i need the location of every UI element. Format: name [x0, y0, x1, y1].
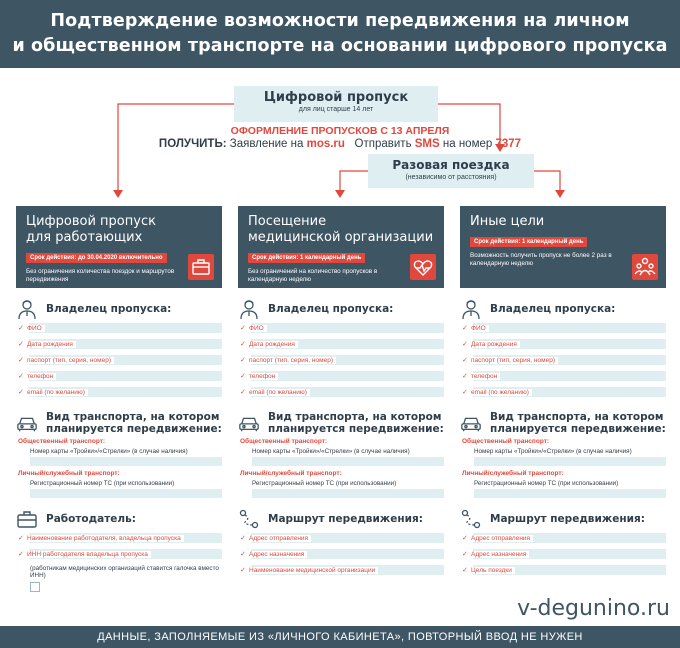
field-label: Адрес отправления	[471, 535, 533, 542]
form-field[interactable]	[240, 368, 444, 384]
single-trip-box	[368, 154, 534, 188]
form-field[interactable]	[18, 384, 222, 400]
section-title-line: Владелец пропуска:	[46, 303, 172, 315]
section-title-line: Маршрут передвижения:	[490, 513, 645, 525]
form-field[interactable]	[462, 320, 666, 336]
digital-pass-subtitle: для лиц старше 14 лет	[298, 106, 374, 113]
check-icon: ✓	[462, 567, 468, 574]
section-title	[238, 298, 444, 320]
sms-number: 7377	[495, 138, 522, 150]
form-field[interactable]	[240, 336, 444, 352]
public-transport-label: Общественный транспорт:	[18, 438, 106, 445]
column-note: Возможность получить пропуск не более 2 раз в календарную неделю	[470, 252, 612, 267]
form-field[interactable]	[240, 546, 444, 562]
employer-note: (работникам медицинских организаций ставится галочка вместо ИНН)	[30, 565, 219, 579]
form-field[interactable]	[240, 562, 444, 578]
section-title-text	[490, 411, 666, 435]
form-field[interactable]	[462, 352, 666, 368]
check-icon: ✓	[240, 341, 246, 348]
column-title-line-1: Посещение	[248, 214, 327, 229]
get-text-3: на номер	[442, 138, 493, 150]
section-title-text	[46, 411, 222, 435]
section-title	[16, 412, 222, 434]
field-label: телефон	[27, 373, 56, 380]
form-field[interactable]	[18, 546, 222, 562]
column-title	[26, 214, 212, 246]
field-label: паспорт (тип, серия, номер)	[27, 357, 114, 364]
form-field[interactable]	[240, 384, 444, 400]
check-icon: ✓	[240, 551, 246, 558]
column-header	[460, 206, 666, 288]
field-label: ФИО	[471, 325, 489, 332]
private-transport-label: Личный/служебный транспорт:	[462, 470, 564, 477]
get-text-1: Заявление на	[229, 138, 304, 150]
column-workers	[16, 206, 222, 597]
column-title-line-1: Иные цели	[470, 214, 545, 229]
field-label: Адрес назначения	[249, 551, 307, 558]
section-title-line: планируется передвижение:	[46, 423, 222, 435]
digital-pass-title: Цифровой пропуск	[263, 90, 409, 105]
field-label: паспорт (тип, серия, номер)	[471, 357, 558, 364]
field-label: телефон	[249, 373, 278, 380]
watermark: v-degunino.ru	[517, 596, 670, 621]
form-field[interactable]	[462, 530, 666, 546]
medical-checkbox[interactable]	[30, 582, 40, 592]
section-title-text	[490, 303, 615, 315]
field-label: Дата рождения	[249, 341, 298, 348]
section-title	[16, 508, 222, 530]
check-icon: ✓	[462, 389, 468, 396]
form-field[interactable]	[462, 562, 666, 578]
form-field[interactable]	[462, 546, 666, 562]
section-title-line: Маршрут передвижения:	[268, 513, 423, 525]
column-header	[238, 206, 444, 288]
section-title-text	[46, 303, 171, 315]
check-icon: ✓	[240, 535, 246, 542]
person-icon	[238, 298, 260, 320]
heart-pulse-icon	[410, 254, 436, 280]
check-icon: ✓	[462, 551, 468, 558]
check-icon: ✓	[18, 373, 24, 380]
car-icon	[16, 412, 38, 434]
people-icon	[632, 254, 658, 280]
column-title-line-2: медицинской организации	[248, 230, 434, 245]
check-icon: ✓	[18, 389, 24, 396]
field-label: email (по желанию)	[471, 389, 532, 396]
form-field[interactable]	[462, 336, 666, 352]
private-transport-input[interactable]	[30, 489, 222, 498]
section-title-text	[268, 411, 444, 435]
validity-badge: Срок действия: до 30.04.2020 включительно	[26, 253, 167, 263]
check-icon: ✓	[240, 567, 246, 574]
section-title	[238, 508, 444, 530]
briefcase-icon	[188, 254, 214, 280]
section-title-line: Вид транспорта, на котором	[46, 411, 220, 423]
form-field[interactable]	[240, 352, 444, 368]
person-icon	[460, 298, 482, 320]
column-note: Без ограничений на количество пропусков в календарную неделю	[248, 268, 378, 283]
field-label: Дата рождения	[471, 341, 520, 348]
public-transport-input[interactable]	[474, 457, 666, 466]
field-input[interactable]	[473, 323, 666, 333]
get-label: ПОЛУЧИТЬ:	[158, 138, 227, 150]
field-label: Цель поездки	[471, 567, 515, 574]
section-title-text	[490, 513, 645, 525]
form-field[interactable]	[18, 336, 222, 352]
field-input[interactable]	[29, 371, 222, 381]
field-label: ФИО	[27, 325, 45, 332]
form-field[interactable]	[18, 320, 222, 336]
public-transport-label: Общественный транспорт:	[240, 438, 328, 445]
field-label: ФИО	[249, 325, 267, 332]
section-title-line: Владелец пропуска:	[268, 303, 394, 315]
field-label: Адрес назначения	[471, 551, 529, 558]
form-field[interactable]	[462, 368, 666, 384]
field-label: Адрес отправления	[249, 535, 311, 542]
private-transport-input[interactable]	[252, 489, 444, 498]
field-label: Наименование медицинской организации	[249, 567, 378, 574]
digital-pass-box	[234, 86, 438, 122]
field-input[interactable]	[29, 323, 222, 333]
field-input[interactable]	[473, 371, 666, 381]
field-label: телефон	[471, 373, 500, 380]
column-medical	[238, 206, 444, 578]
get-text-2: Отправить	[354, 138, 412, 150]
check-icon: ✓	[462, 341, 468, 348]
route-icon	[460, 508, 482, 530]
validity-badge: Срок действия: 1 календарный день	[470, 237, 587, 247]
page-footer: ДАННЫЕ, ЗАПОЛНЯЕМЫЕ ИЗ «ЛИЧНОГО КАБИНЕТА», ПОВТОРНЫЙ ВВОД НЕ НУЖЕН	[0, 626, 680, 648]
private-transport-label: Личный/служебный транспорт:	[18, 470, 120, 477]
car-icon	[238, 412, 260, 434]
field-input[interactable]	[251, 323, 444, 333]
check-icon: ✓	[240, 357, 246, 364]
public-transport-hint: Номер карты «Тройки»/«Стрелки» (в случае наличия)	[252, 448, 410, 455]
column-title	[248, 214, 434, 246]
public-transport-input[interactable]	[30, 457, 222, 466]
check-icon: ✓	[240, 373, 246, 380]
get-instructions	[0, 138, 680, 150]
check-icon: ✓	[462, 325, 468, 332]
sms-label: SMS	[414, 138, 440, 150]
column-header	[16, 206, 222, 288]
private-transport-hint: Регистрационный номер ТС (при использовании)	[252, 480, 397, 487]
public-transport-input[interactable]	[252, 457, 444, 466]
check-icon: ✓	[462, 373, 468, 380]
section-title-text	[268, 513, 423, 525]
check-icon: ✓	[18, 357, 24, 364]
private-transport-input[interactable]	[474, 489, 666, 498]
section-title	[460, 412, 666, 434]
section-title	[460, 298, 666, 320]
check-icon: ✓	[462, 357, 468, 364]
field-label: email (по желанию)	[249, 389, 310, 396]
route-icon	[238, 508, 260, 530]
form-field[interactable]	[18, 352, 222, 368]
check-icon: ✓	[18, 535, 24, 542]
field-input[interactable]	[251, 371, 444, 381]
check-icon: ✓	[18, 325, 24, 332]
section-title-line: планируется передвижение:	[490, 423, 666, 435]
person-icon	[16, 298, 38, 320]
section-title	[460, 508, 666, 530]
column-title-line-2: для работающих	[26, 230, 143, 245]
validity-badge: Срок действия: 1 календарный день	[248, 253, 365, 263]
section-title-line: Вид транспорта, на котором	[268, 411, 442, 423]
check-icon: ✓	[240, 325, 246, 332]
column-title-line-1: Цифровой пропуск	[26, 214, 156, 229]
car-icon	[460, 412, 482, 434]
section-title-line: Владелец пропуска:	[490, 303, 616, 315]
section-title-text	[268, 303, 393, 315]
check-icon: ✓	[18, 551, 24, 558]
page-title-line-2: и общественном транспорте на основании цифрового пропуска	[12, 36, 668, 56]
check-icon: ✓	[462, 535, 468, 542]
section-title-line: Работодатель:	[46, 513, 136, 525]
column-title	[470, 214, 656, 230]
check-icon: ✓	[18, 341, 24, 348]
page-title-line-1: Подтверждение возможности передвижения на личном	[50, 11, 630, 31]
form-field[interactable]	[462, 384, 666, 400]
mos-ru-link[interactable]: mos.ru	[306, 138, 345, 150]
column-other	[460, 206, 666, 578]
registration-date: ОФОРМЛЕНИЕ ПРОПУСКОВ С 13 АПРЕЛЯ	[230, 125, 450, 137]
form-field[interactable]	[240, 530, 444, 546]
field-label: email (по желанию)	[27, 389, 88, 396]
private-transport-hint: Регистрационный номер ТС (при использовании)	[474, 480, 619, 487]
public-transport-hint: Номер карты «Тройки»/«Стрелки» (в случае наличия)	[30, 448, 188, 455]
private-transport-hint: Регистрационный номер ТС (при использовании)	[30, 480, 175, 487]
single-trip-title: Разовая поездка	[392, 158, 510, 172]
form-field[interactable]	[18, 368, 222, 384]
section-title-line: Вид транспорта, на котором	[490, 411, 664, 423]
field-label: паспорт (тип, серия, номер)	[249, 357, 336, 364]
public-transport-label: Общественный транспорт:	[462, 438, 550, 445]
single-trip-subtitle: (независимо от расстояния)	[405, 174, 497, 181]
field-label: Дата рождения	[27, 341, 76, 348]
public-transport-hint: Номер карты «Тройки»/«Стрелки» (в случае наличия)	[474, 448, 632, 455]
column-note: Без ограничения количества поездок и маршрутов передвижения	[26, 268, 175, 283]
form-field[interactable]	[18, 530, 222, 546]
field-label: Наименование работодателя, владельца пропуска	[27, 535, 184, 542]
private-transport-label: Личный/служебный транспорт:	[240, 470, 342, 477]
section-title	[16, 298, 222, 320]
briefcase-icon	[16, 508, 38, 530]
check-icon: ✓	[240, 389, 246, 396]
field-label: ИНН работодателя владельца пропуска	[27, 551, 151, 558]
section-title-line: планируется передвижение:	[268, 423, 444, 435]
section-title	[238, 412, 444, 434]
section-title-text	[46, 513, 136, 525]
form-field[interactable]	[240, 320, 444, 336]
